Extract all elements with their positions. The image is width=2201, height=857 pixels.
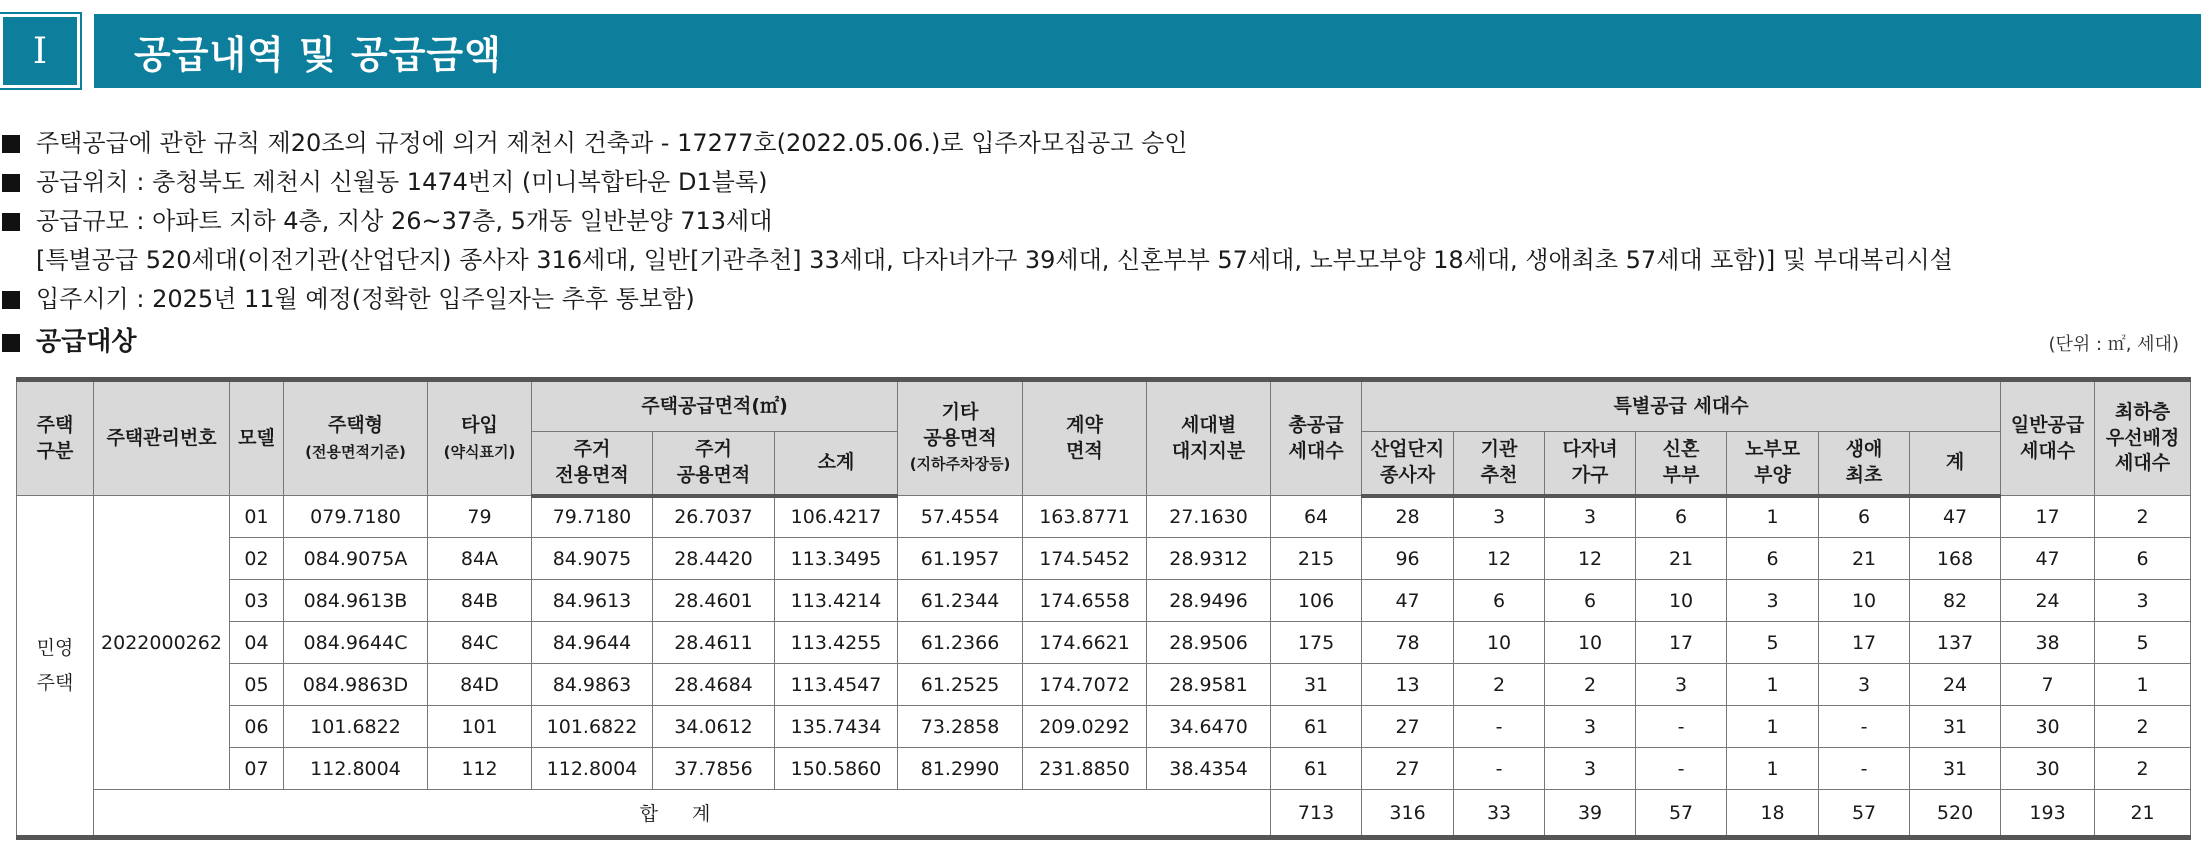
exclusive-cell: 79.7180 <box>532 496 653 538</box>
other-cell: 61.2366 <box>898 622 1023 664</box>
sp-cell: 5 <box>1727 622 1819 664</box>
general-cell: 47 <box>2001 538 2095 580</box>
general-cell: 38 <box>2001 622 2095 664</box>
contract-cell: 174.7072 <box>1023 664 1147 706</box>
other-cell: 61.2525 <box>898 664 1023 706</box>
sp-sum-cell: 82 <box>1910 580 2001 622</box>
exclusive-cell: 84.9075 <box>532 538 653 580</box>
header-type: 주택형 (전용면적기준) <box>284 380 428 496</box>
total-cell: 31 <box>1271 664 1362 706</box>
notice-item: 공급규모 : 아파트 지하 4층, 지상 26~37층, 5개동 일반분양 713세대 <box>0 202 2201 241</box>
model-cell: 02 <box>230 538 284 580</box>
common-cell: 28.4420 <box>653 538 775 580</box>
tp-cell: 79 <box>428 496 532 538</box>
sp-total-cell: 39 <box>1545 790 1636 838</box>
common-cell: 28.4684 <box>653 664 775 706</box>
sp-cell: 6 <box>1545 580 1636 622</box>
type-cell: 084.9075A <box>284 538 428 580</box>
land-cell: 27.1630 <box>1147 496 1271 538</box>
sp-cell: 2 <box>1545 664 1636 706</box>
header-land: 세대별 대지지분 <box>1147 380 1271 496</box>
notice-item: 공급위치 : 충청북도 제천시 신월동 1474번지 (미니복합타운 D1블록) <box>0 163 2201 202</box>
total-cell: 215 <box>1271 538 1362 580</box>
sp-cell: 3 <box>1454 496 1545 538</box>
model-cell: 04 <box>230 622 284 664</box>
exclusive-cell: 112.8004 <box>532 748 653 790</box>
header-sp-sum: 계 <box>1910 432 2001 496</box>
sp-total-cell: 316 <box>1362 790 1454 838</box>
header-model: 모델 <box>230 380 284 496</box>
total-cell: 61 <box>1271 748 1362 790</box>
common-cell: 37.7856 <box>653 748 775 790</box>
header-sp-multi: 다자녀 가구 <box>1545 432 1636 496</box>
section-header <box>0 14 2201 88</box>
sp-cell: 47 <box>1362 580 1454 622</box>
sp-cell: 10 <box>1636 580 1727 622</box>
square-bullet-icon <box>2 213 20 231</box>
exclusive-cell: 84.9613 <box>532 580 653 622</box>
header-tp: 타입 (약식표기) <box>428 380 532 496</box>
sp-cell: 96 <box>1362 538 1454 580</box>
sp-cell: - <box>1819 706 1910 748</box>
model-cell: 07 <box>230 748 284 790</box>
sp-sum-cell: 168 <box>1910 538 2001 580</box>
header-sp-agency: 기관 추천 <box>1454 432 1545 496</box>
section-title: 공급내역 및 공급금액 <box>94 14 2201 88</box>
square-bullet-icon <box>2 291 20 309</box>
common-cell: 26.7037 <box>653 496 775 538</box>
contract-cell: 163.8771 <box>1023 496 1147 538</box>
header-subtotal: 소계 <box>775 432 898 496</box>
unit-note: (단위 : ㎡, 세대) <box>2048 334 2179 355</box>
notice-item-continued: [특별공급 520세대(이전기관(산업단지) 종사자 316세대, 일반[기관추천] 33세대, 다자녀가구 39세대, 신혼부부 57세대, 노부모부양 18세대, 생애최초 57세대 포함)] 및 부대복리시설 <box>36 246 1953 274</box>
sp-cell: 78 <box>1362 622 1454 664</box>
contract-cell: 174.6558 <box>1023 580 1147 622</box>
header-area-group: 주택공급면적(㎡) <box>532 380 898 432</box>
sp-sum-cell: 24 <box>1910 664 2001 706</box>
lowest-cell: 2 <box>2095 706 2191 748</box>
sp-cell: 27 <box>1362 748 1454 790</box>
model-cell: 01 <box>230 496 284 538</box>
sp-total-cell: 57 <box>1819 790 1910 838</box>
notice-list <box>0 124 2201 319</box>
sp-cell: - <box>1819 748 1910 790</box>
subtotal-cell: 113.4255 <box>775 622 898 664</box>
sp-cell: 6 <box>1819 496 1910 538</box>
header-mgmt-no: 주택관리번호 <box>94 380 230 496</box>
lowest-total-cell: 21 <box>2095 790 2191 838</box>
other-cell: 81.2990 <box>898 748 1023 790</box>
sp-cell: 1 <box>1727 748 1819 790</box>
sp-cell: 21 <box>1636 538 1727 580</box>
table-row <box>17 748 2191 790</box>
land-cell: 28.9506 <box>1147 622 1271 664</box>
sp-cell: 1 <box>1727 496 1819 538</box>
type-cell: 084.9613B <box>284 580 428 622</box>
sp-cell: 3 <box>1727 580 1819 622</box>
other-cell: 57.4554 <box>898 496 1023 538</box>
sp-cell: 12 <box>1545 538 1636 580</box>
lowest-cell: 3 <box>2095 580 2191 622</box>
subtotal-cell: 106.4217 <box>775 496 898 538</box>
sp-sum-cell: 47 <box>1910 496 2001 538</box>
contract-cell: 231.8850 <box>1023 748 1147 790</box>
sp-cell: 1 <box>1727 664 1819 706</box>
table-row <box>17 706 2191 748</box>
square-bullet-icon <box>2 174 20 192</box>
mgmt-no-cell: 2022000262 <box>94 496 230 790</box>
sp-cell: 3 <box>1545 496 1636 538</box>
other-cell: 61.1957 <box>898 538 1023 580</box>
land-cell: 28.9581 <box>1147 664 1271 706</box>
lowest-cell: 5 <box>2095 622 2191 664</box>
subtitle: 공급대상 <box>36 327 137 357</box>
subtotal-cell: 113.3495 <box>775 538 898 580</box>
total-cell: 106 <box>1271 580 1362 622</box>
sp-cell: 2 <box>1454 664 1545 706</box>
type-cell: 101.6822 <box>284 706 428 748</box>
subtotal-cell: 113.4547 <box>775 664 898 706</box>
sp-total-cell: 33 <box>1454 790 1545 838</box>
model-cell: 05 <box>230 664 284 706</box>
type-cell: 079.7180 <box>284 496 428 538</box>
type-cell: 084.9644C <box>284 622 428 664</box>
sp-sum-cell: 137 <box>1910 622 2001 664</box>
header-sp-industry: 산업단지 종사자 <box>1362 432 1454 496</box>
general-total-cell: 193 <box>2001 790 2095 838</box>
subtotal-cell: 113.4214 <box>775 580 898 622</box>
tp-cell: 84D <box>428 664 532 706</box>
model-cell: 06 <box>230 706 284 748</box>
table-row <box>17 496 2191 538</box>
supply-table <box>16 377 2191 840</box>
sp-sum-cell: 31 <box>1910 706 2001 748</box>
lowest-cell: 1 <box>2095 664 2191 706</box>
land-cell: 28.9496 <box>1147 580 1271 622</box>
header-contract: 계약 면적 <box>1023 380 1147 496</box>
header-exclusive: 주거 전용면적 <box>532 432 653 496</box>
total-cell: 64 <box>1271 496 1362 538</box>
sp-cell: - <box>1454 706 1545 748</box>
header-total-supply: 총공급 세대수 <box>1271 380 1362 496</box>
sp-total-cell: 18 <box>1727 790 1819 838</box>
sp-cell: 6 <box>1636 496 1727 538</box>
sp-cell: 6 <box>1727 538 1819 580</box>
land-cell: 34.6470 <box>1147 706 1271 748</box>
header-other: 기타 공용면적 (지하주차장등) <box>898 380 1023 496</box>
sp-cell: - <box>1454 748 1545 790</box>
kind-cell: 민영 주택 <box>17 496 94 838</box>
general-cell: 17 <box>2001 496 2095 538</box>
type-cell: 112.8004 <box>284 748 428 790</box>
exclusive-cell: 84.9863 <box>532 664 653 706</box>
sp-cell: 28 <box>1362 496 1454 538</box>
tp-cell: 84C <box>428 622 532 664</box>
sp-cell: 12 <box>1454 538 1545 580</box>
header-general: 일반공급 세대수 <box>2001 380 2095 496</box>
notice-item: 입주시기 : 2025년 11월 예정(정확한 입주일자는 추후 통보함) <box>0 280 2201 319</box>
header-sp-parents: 노부모 부양 <box>1727 432 1819 496</box>
tp-cell: 84B <box>428 580 532 622</box>
other-cell: 73.2858 <box>898 706 1023 748</box>
square-bullet-icon <box>2 135 20 153</box>
total-cell: 713 <box>1271 790 1362 838</box>
general-cell: 24 <box>2001 580 2095 622</box>
common-cell: 34.0612 <box>653 706 775 748</box>
sp-cell: 3 <box>1545 706 1636 748</box>
model-cell: 03 <box>230 580 284 622</box>
notice-item: 주택공급에 관한 규칙 제20조의 규정에 의거 제천시 건축과 - 17277호(2022.05.06.)로 입주자모집공고 승인 <box>0 124 2201 163</box>
table-row <box>17 538 2191 580</box>
general-cell: 30 <box>2001 748 2095 790</box>
tp-cell: 101 <box>428 706 532 748</box>
sp-cell: 10 <box>1545 622 1636 664</box>
header-special-group: 특별공급 세대수 <box>1362 380 2001 432</box>
supply-target-heading <box>0 324 2201 360</box>
sp-cell: - <box>1636 706 1727 748</box>
sp-cell: 6 <box>1454 580 1545 622</box>
sp-cell: 1 <box>1727 706 1819 748</box>
sp-cell: 3 <box>1636 664 1727 706</box>
header-sp-first: 생애 최초 <box>1819 432 1910 496</box>
contract-cell: 209.0292 <box>1023 706 1147 748</box>
header-common: 주거 공용면적 <box>653 432 775 496</box>
sp-cell: 21 <box>1819 538 1910 580</box>
exclusive-cell: 101.6822 <box>532 706 653 748</box>
sp-cell: 13 <box>1362 664 1454 706</box>
contract-cell: 174.5452 <box>1023 538 1147 580</box>
type-cell: 084.9863D <box>284 664 428 706</box>
table-row <box>17 580 2191 622</box>
square-bullet-icon <box>2 334 20 352</box>
sp-total-cell: 57 <box>1636 790 1727 838</box>
lowest-cell: 2 <box>2095 496 2191 538</box>
subtotal-cell: 135.7434 <box>775 706 898 748</box>
table-row <box>17 622 2191 664</box>
total-cell: 175 <box>1271 622 1362 664</box>
sp-cell: 10 <box>1454 622 1545 664</box>
common-cell: 28.4601 <box>653 580 775 622</box>
subtotal-cell: 150.5860 <box>775 748 898 790</box>
sp-cell: - <box>1636 748 1727 790</box>
header-lowest: 최하층 우선배정 세대수 <box>2095 380 2191 496</box>
sp-sum-cell: 31 <box>1910 748 2001 790</box>
lowest-cell: 2 <box>2095 748 2191 790</box>
header-sp-newlywed: 신혼 부부 <box>1636 432 1727 496</box>
exclusive-cell: 84.9644 <box>532 622 653 664</box>
sp-cell: 3 <box>1819 664 1910 706</box>
table-row <box>17 664 2191 706</box>
general-cell: 30 <box>2001 706 2095 748</box>
tp-cell: 112 <box>428 748 532 790</box>
total-row <box>17 790 2191 838</box>
tp-cell: 84A <box>428 538 532 580</box>
sp-cell: 17 <box>1819 622 1910 664</box>
sp-cell: 27 <box>1362 706 1454 748</box>
lowest-cell: 6 <box>2095 538 2191 580</box>
other-cell: 61.2344 <box>898 580 1023 622</box>
contract-cell: 174.6621 <box>1023 622 1147 664</box>
land-cell: 38.4354 <box>1147 748 1271 790</box>
sp-cell: 10 <box>1819 580 1910 622</box>
total-label: 합 계 <box>94 790 1271 838</box>
common-cell: 28.4611 <box>653 622 775 664</box>
header-kind: 주택 구분 <box>17 380 94 496</box>
sp-cell: 17 <box>1636 622 1727 664</box>
land-cell: 28.9312 <box>1147 538 1271 580</box>
section-number: I <box>0 14 80 88</box>
sp-cell: 3 <box>1545 748 1636 790</box>
general-cell: 7 <box>2001 664 2095 706</box>
total-cell: 61 <box>1271 706 1362 748</box>
sp-sum-total-cell: 520 <box>1910 790 2001 838</box>
